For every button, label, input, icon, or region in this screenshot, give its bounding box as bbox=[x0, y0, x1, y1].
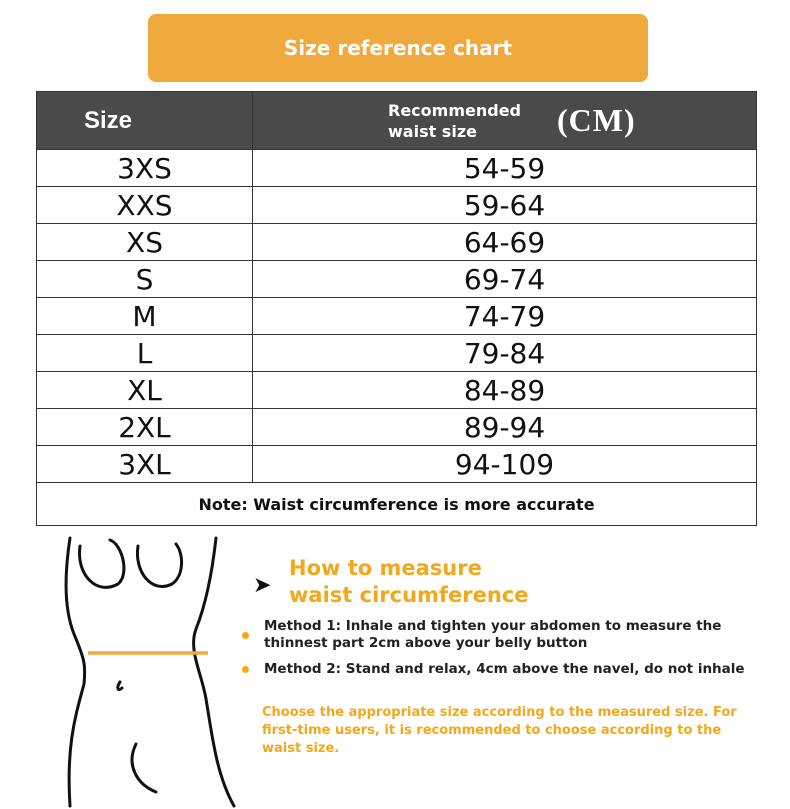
waist-cell: 79-84 bbox=[253, 335, 757, 372]
size-cell: XL bbox=[37, 372, 253, 409]
advice-text: Choose the appropriate size according to the measured size. For first-time users, it is recommended to choose according to the waist size. bbox=[262, 705, 737, 756]
header-waist-line2: waist size bbox=[388, 122, 477, 141]
size-cell: XS bbox=[37, 224, 253, 261]
table-row bbox=[37, 446, 757, 483]
size-cell: M bbox=[37, 298, 253, 335]
header-size: Size bbox=[37, 92, 253, 150]
waist-cell: 54-59 bbox=[253, 150, 757, 187]
size-table bbox=[36, 91, 757, 526]
size-cell: 2XL bbox=[37, 409, 253, 446]
measure-title-line2: waist circumference bbox=[289, 583, 529, 607]
waist-cell: 89-94 bbox=[253, 409, 757, 446]
waist-cell: 74-79 bbox=[253, 298, 757, 335]
header-waist-line1: Recommended bbox=[388, 101, 521, 120]
size-cell: 3XL bbox=[37, 446, 253, 483]
bullet-dot-icon bbox=[242, 632, 249, 639]
measure-title bbox=[289, 555, 529, 609]
waist-cell: 59-64 bbox=[253, 187, 757, 224]
table-row bbox=[37, 261, 757, 298]
measure-title-line1: How to measure bbox=[289, 556, 482, 580]
size-cell: S bbox=[37, 261, 253, 298]
note-row bbox=[37, 483, 757, 526]
arrow-right-icon: ➤ bbox=[253, 572, 272, 597]
header-unit: (CM) bbox=[557, 102, 636, 138]
waist-cell: 94-109 bbox=[253, 446, 757, 483]
chart-title: Size reference chart bbox=[283, 36, 513, 60]
table-row bbox=[37, 409, 757, 446]
body-outline-icon bbox=[56, 534, 236, 809]
note-text: Note: Waist circumference is more accurate bbox=[37, 483, 757, 526]
table-row bbox=[37, 298, 757, 335]
table-header-row bbox=[37, 92, 757, 150]
method-2-text: Method 2: Stand and relax, 4cm above the navel, do not inhale bbox=[264, 661, 745, 677]
bullet-dot-icon bbox=[242, 666, 249, 673]
table-row bbox=[37, 187, 757, 224]
size-cell: 3XS bbox=[37, 150, 253, 187]
table-row bbox=[37, 224, 757, 261]
chart-title-banner bbox=[148, 14, 648, 82]
method-1-text: Method 1: Inhale and tighten your abdomen to measure the thinnest part 2cm above your belly button bbox=[264, 618, 722, 651]
size-cell: XXS bbox=[37, 187, 253, 224]
table-row bbox=[37, 335, 757, 372]
waist-cell: 64-69 bbox=[253, 224, 757, 261]
waist-cell: 84-89 bbox=[253, 372, 757, 409]
table-row bbox=[37, 150, 757, 187]
table-row bbox=[37, 372, 757, 409]
header-waist-label bbox=[388, 100, 521, 142]
size-cell: L bbox=[37, 335, 253, 372]
header-waist bbox=[253, 92, 757, 150]
waist-cell: 69-74 bbox=[253, 261, 757, 298]
